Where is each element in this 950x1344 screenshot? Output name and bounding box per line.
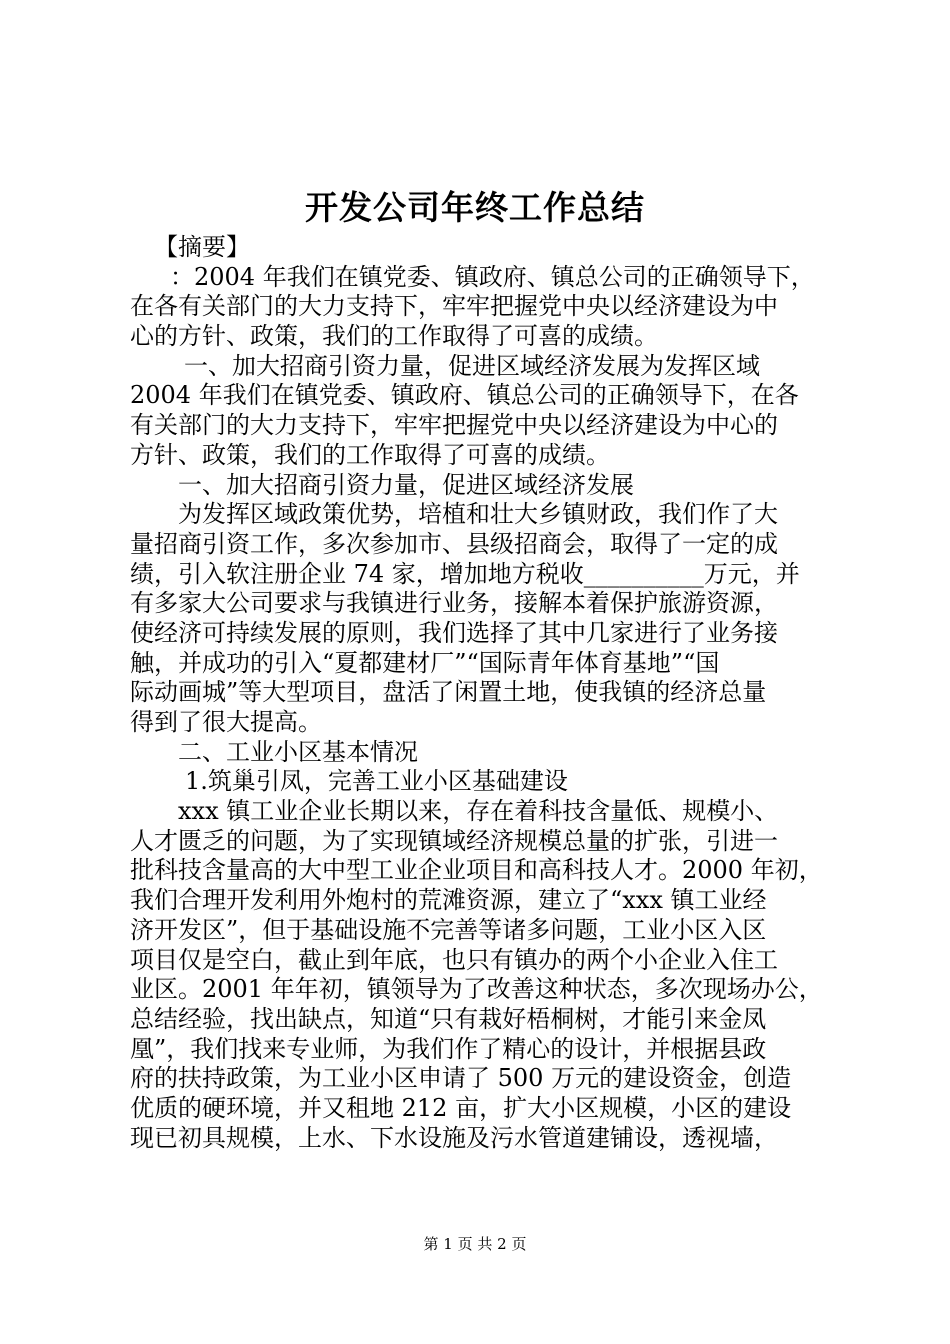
text-line: 现已初具规模，上水、下水设施及污水管道建铺设，透视墙， [130,1123,778,1152]
text-line: 使经济可持续发展的原则，我们选择了其中几家进行了业务接 [130,618,778,647]
text-line: 方针、政策，我们的工作取得了可喜的成绩。 [130,440,610,469]
abstract-heading: 【摘要】 [154,233,250,261]
text-line: 绩，引入软注册企业 74 家，增加地方税收__________万元，并 [130,559,800,588]
text-line: 有关部门的大力支持下，牢牢把握党中央以经济建设为中心的 [130,411,778,440]
text-line: ：2004 年我们在镇党委、镇政府、镇总公司的正确领导下， [170,262,815,291]
text-line: 在各有关部门的大力支持下，牢牢把握党中央以经济建设为中 [130,292,778,321]
page-footer: 第 1 页 共 2 页 [423,1235,527,1253]
subsection-heading: 1.筑巢引凤，完善工业小区基础建设 [185,767,568,796]
text-line: xxx 镇工业企业长期以来，存在着科技含量低、规模小、 [178,797,779,826]
text-line: 总结经验，找出缺点，知道“只有栽好梧桐树，才能引来金凤 [130,1004,767,1033]
text-line: 际动画城”等大型项目，盘活了闲置土地，使我镇的经济总量 [130,678,767,707]
text-line: 我们合理开发利用外炮村的荒滩资源，建立了“xxx 镇工业经 [130,886,767,915]
text-line: 有多家大公司要求与我镇进行业务，接解本着保护旅游资源， [130,589,778,618]
text-line: 府的扶持政策，为工业小区申请了 500 万元的建设资金，创造 [130,1064,792,1093]
section-heading: 一、加大招商引资力量，促进区域经济发展 [178,470,634,499]
text-line: 批科技含量高的大中型工业企业项目和高科技人才。2000 年初， [130,856,823,885]
text-line: 量招商引资工作，多次参加市、县级招商会，取得了一定的成 [130,529,778,558]
text-line: 心的方针、政策，我们的工作取得了可喜的成绩。 [130,322,658,351]
text-line: 济开发区”，但于基础设施不完善等诸多问题，工业小区入区 [130,915,767,944]
section-heading: 二、工业小区基本情况 [178,737,418,766]
text-line: 凰”，我们找来专业师，为我们作了精心的设计，并根据县政 [130,1034,767,1063]
text-line: 业区。2001 年年初，镇领导为了改善这种状态，多次现场办公， [130,975,823,1004]
document-title: 开发公司年终工作总结 [305,188,645,227]
text-line: 优质的硬环境，并又租地 212 亩，扩大小区规模，小区的建设 [130,1093,792,1122]
text-line: 得到了很大提高。 [130,708,322,736]
text-line: 人才匮乏的问题，为了实现镇域经济规模总量的扩张，引进一 [130,826,778,855]
text-line: 项目仅是空白，截止到年底，也只有镇办的两个小企业入住工 [130,945,778,974]
text-line: 触，并成功的引入“夏都建材厂”“国际青年体育基地”“国 [130,648,720,677]
document-body [130,233,830,1153]
text-line: 一、加大招商引资力量，促进区域经济发展为发挥区域 [184,351,760,380]
text-line: 为发挥区域政策优势，培植和壮大乡镇财政，我们作了大 [178,500,778,529]
text-line: 2004 年我们在镇党委、镇政府、镇总公司的正确领导下，在各 [130,381,799,410]
